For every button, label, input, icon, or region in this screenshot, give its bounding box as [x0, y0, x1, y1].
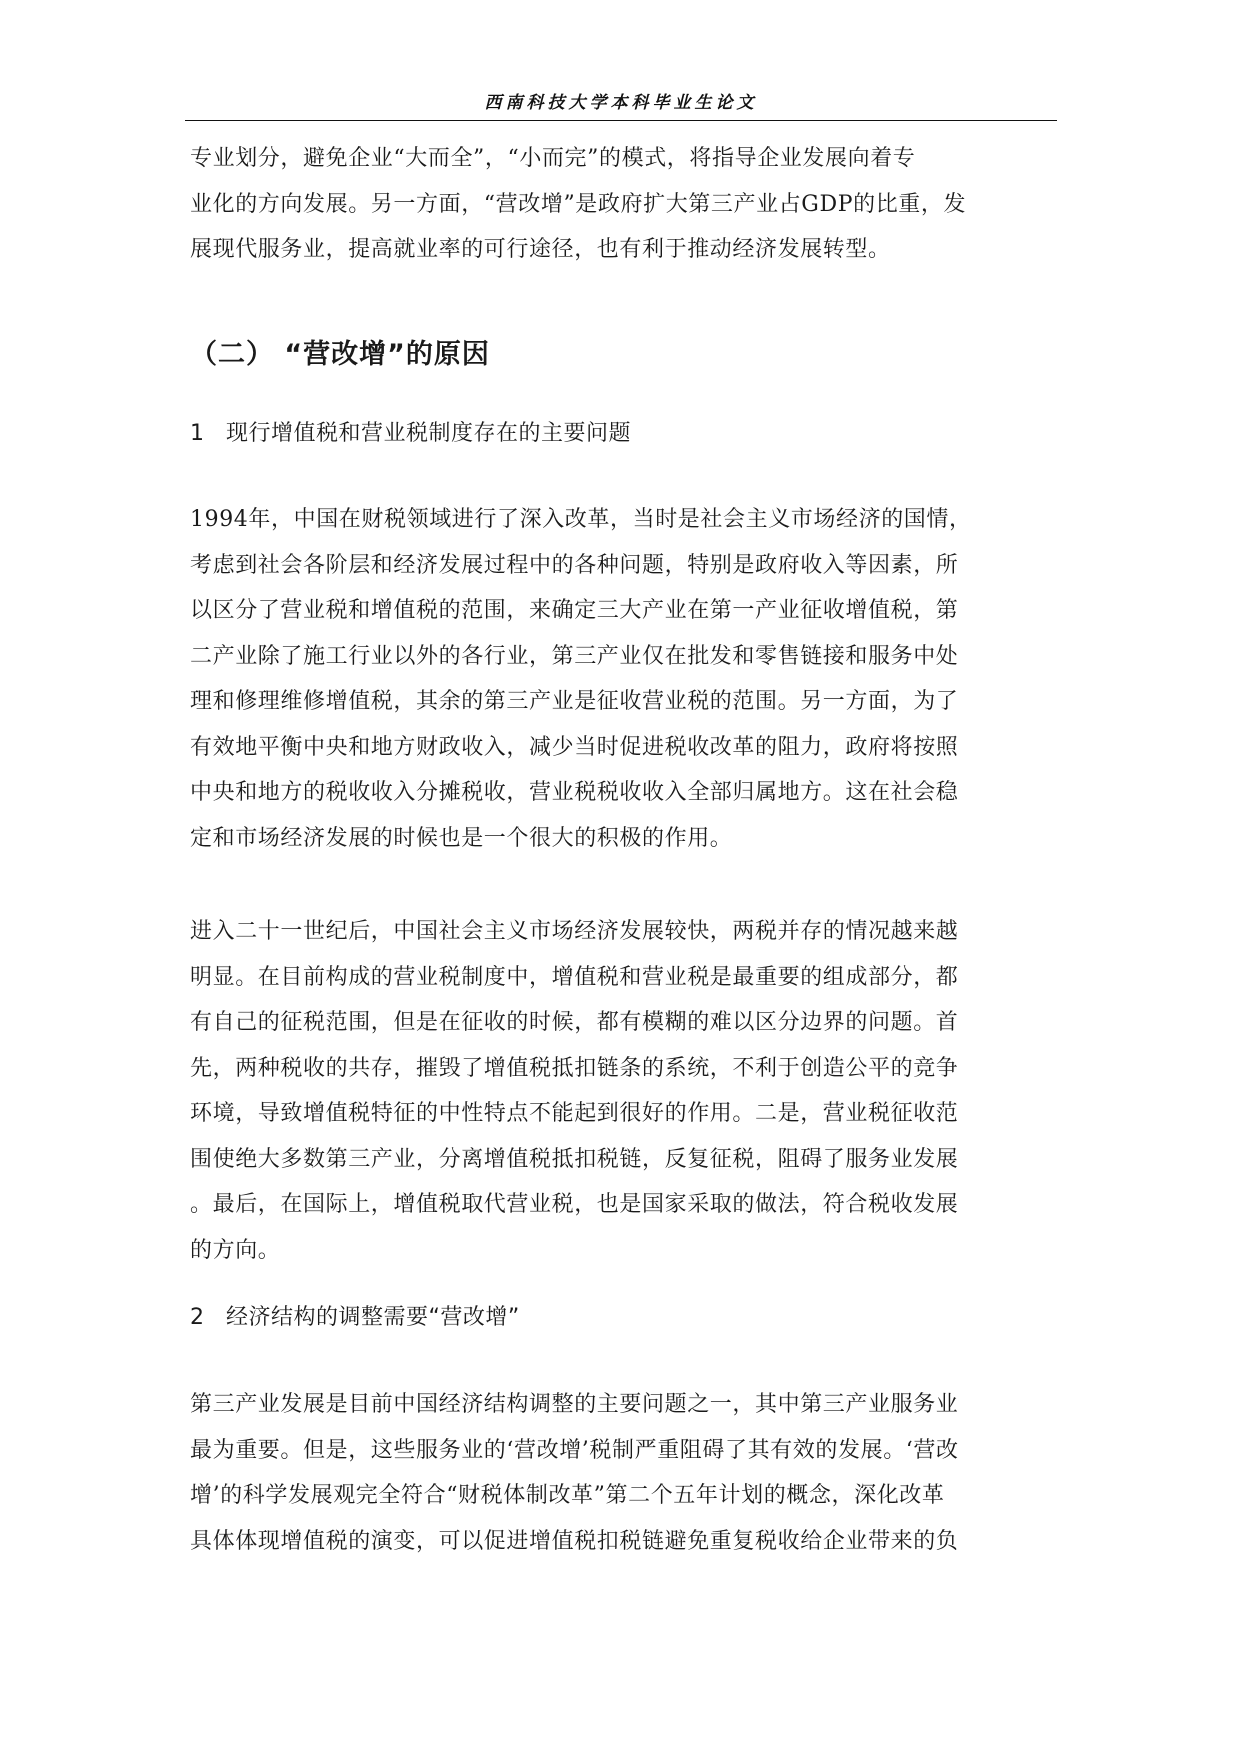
- paragraph-line: 环境，导致增值税特征的中性特点不能起到很好的作用。二是，营业税征收范: [190, 1101, 959, 1126]
- paragraph-line: 1994年，中国在财税领域进行了深入改革，当时是社会主义市场经济的国情，: [190, 507, 972, 532]
- paragraph-line: 定和市场经济发展的时候也是一个很大的积极的作用。: [190, 825, 733, 851]
- header-rule: [185, 120, 1057, 121]
- subsection-heading-1: [190, 416, 631, 447]
- paragraph-line: 业化的方向发展。另一方面，“营改增”是政府扩大第三产业占GDP的比重，发: [190, 191, 967, 217]
- subsection-number: 2: [190, 1305, 205, 1330]
- paragraph-1: [190, 497, 1050, 861]
- paragraph-line: 二产业除了施工行业以外的各行业，第三产业仅在批发和零售链接和服务中处: [190, 643, 959, 669]
- paragraph-line: 理和修理维修增值税，其余的第三产业是征收营业税的范围。另一方面，为了: [190, 689, 959, 714]
- paragraph-line: 最为重要。但是，这些服务业的‘营改增’税制严重阻碍了其有效的发展。‘营改: [190, 1437, 959, 1463]
- paragraph-line: 明显。在目前构成的营业税制度中，增值税和营业税是最重要的组成部分，都: [190, 964, 959, 990]
- running-header-title: 西南科技大学本科毕业生论文: [484, 93, 758, 113]
- paragraph-line: 以区分了营业税和增值税的范围，来确定三大产业在第一产业征收增值税，第: [190, 598, 959, 623]
- paragraph-2: [190, 909, 1050, 1273]
- paragraph-line: 围使绝大多数第三产业，分离增值税抵扣税链，反复征税，阻碍了服务业发展: [190, 1146, 959, 1172]
- paragraph-3: [190, 1382, 1050, 1564]
- paragraph-line: 的方向。: [190, 1237, 281, 1263]
- subsection-heading-2: [190, 1300, 520, 1331]
- paragraph-line: 进入二十一世纪后，中国社会主义市场经济发展较快，两税并存的情况越来越: [190, 919, 959, 944]
- paragraph-line: 具体体现增值税的演变，可以促进增值税扣税链避免重复税收给企业带来的负: [190, 1528, 959, 1554]
- paragraph-line: 增’的科学发展观完全符合“财税体制改革”第二个五年计划的概念，深化改革: [190, 1483, 945, 1508]
- subsection-number: 1: [190, 421, 205, 446]
- paragraph-line: 第三产业发展是目前中国经济结构调整的主要问题之一，其中第三产业服务业: [190, 1392, 959, 1417]
- intro-paragraph: [190, 136, 1050, 273]
- paragraph-line: 。最后，在国际上，增值税取代营业税，也是国家采取的做法，符合税收发展: [190, 1192, 959, 1217]
- paragraph-line: 有自己的征税范围，但是在征收的时候，都有模糊的难以区分边界的问题。首: [190, 1010, 959, 1035]
- paragraph-line: 中央和地方的税收收入分摊税收，营业税税收收入全部归属地方。这在社会稳: [190, 780, 959, 805]
- paragraph-line: 展现代服务业，提高就业率的可行途径，也有利于推动经济发展转型。: [190, 237, 891, 262]
- paragraph-line: 专业划分，避免企业“大而全”，“小而完”的模式，将指导企业发展向着专: [190, 146, 916, 171]
- section-heading: （二） “营改增”的原因: [190, 339, 490, 370]
- paragraph-line: 有效地平衡中央和地方财政收入，减少当时促进税收改革的阻力，政府将按照: [190, 734, 959, 760]
- paragraph-line: 考虑到社会各阶层和经济发展过程中的各种问题，特别是政府收入等因素，所: [190, 552, 959, 578]
- paragraph-line: 先，两种税收的共存，摧毁了增值税抵扣链条的系统，不利于创造公平的竞争: [190, 1055, 959, 1081]
- subsection-title: 现行增值税和营业税制度存在的主要问题: [226, 421, 632, 446]
- subsection-title: 经济结构的调整需要“营改增”: [226, 1305, 520, 1330]
